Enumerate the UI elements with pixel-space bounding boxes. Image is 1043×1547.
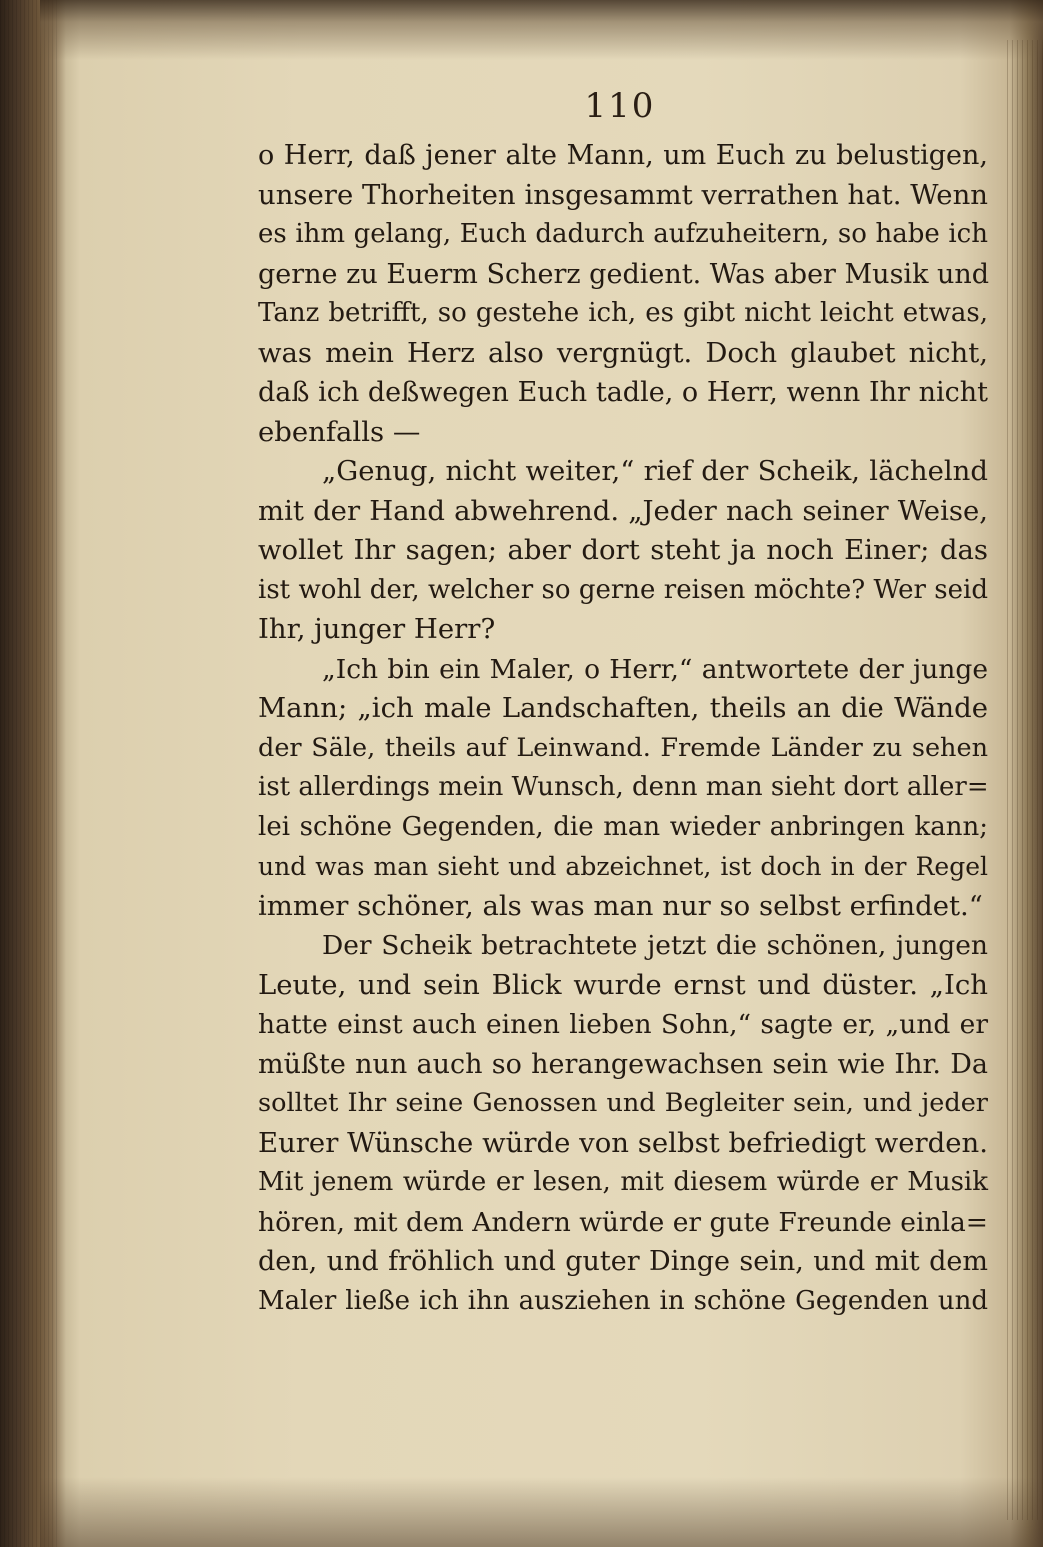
- text-line: solltet Ihr seine Genossen und Begleiter sein, und jeder: [258, 1088, 988, 1118]
- text-line: o Herr, daß jener alte Mann, um Euch zu belustigen,: [258, 140, 988, 171]
- body-text: [258, 136, 988, 1321]
- text-line: Leute, und sein Blick wurde ernst und düster. „Ich: [258, 968, 988, 1001]
- text-line: mit der Hand abwehrend. „Jeder nach seiner Weise,: [258, 494, 988, 527]
- text-line: hatte einst auch einen lieben Sohn,“ sagte er, „und er: [258, 1009, 988, 1040]
- page-edge-right: [1007, 40, 1043, 1520]
- text-line: es ihm gelang, Euch dadurch aufzuheitern, so habe ich: [258, 219, 988, 249]
- text-line: was mein Herz also vergnügt. Doch glaubet nicht,: [258, 336, 988, 369]
- text-line: immer schöner, als was man nur so selbst erfindet.“: [258, 889, 983, 922]
- top-shadow: [40, 0, 1043, 60]
- text-line: lei schöne Gegenden, die man wieder anbringen kann;: [258, 811, 988, 842]
- text-line: daß ich deßwegen Euch tadle, o Herr, wenn Ihr nicht: [258, 377, 988, 408]
- text-line: „Genug, nicht weiter,“ rief der Scheik, lächelnd: [322, 455, 988, 487]
- text-line: wollet Ihr sagen; aber dort steht ja noch Einer; das: [258, 534, 988, 566]
- text-line: ebenfalls —: [258, 415, 421, 448]
- bottom-shadow: [40, 1477, 1043, 1547]
- text-line: unsere Thorheiten insgesammt verrathen hat. Wenn: [258, 178, 988, 211]
- text-line: hören, mit dem Andern würde er gute Freunde einla=: [258, 1206, 988, 1238]
- text-line: Eurer Wünsche würde von selbst befriedigt werden.: [258, 1126, 988, 1159]
- text-line: Tanz betrifft, so gestehe ich, es gibt nicht leicht etwas,: [258, 298, 988, 328]
- text-line: Ihr, junger Herr?: [258, 613, 496, 645]
- text-line: gerne zu Euerm Scherz gedient. Was aber Musik und: [258, 258, 990, 290]
- text-line: ist allerdings mein Wunsch, denn man sieht dort aller=: [258, 772, 989, 802]
- text-line: der Säle, theils auf Leinwand. Fremde Länder zu sehen: [258, 732, 988, 763]
- text-line: ist wohl der, welcher so gerne reisen möchte? Wer seid: [258, 574, 988, 605]
- page-number: 110: [584, 86, 656, 126]
- text-line: Mit jenem würde er lesen, mit diesem würde er Musik: [258, 1167, 988, 1197]
- text-line: Maler ließe ich ihn ausziehen in schöne Gegenden und: [258, 1285, 988, 1316]
- text-line: müßte nun auch so herangewachsen sein wie Ihr. Da: [258, 1048, 988, 1080]
- book-gutter: [0, 0, 60, 1547]
- text-line: „Ich bin ein Maler, o Herr,“ antwortete der junge: [322, 653, 988, 685]
- text-line: den, und fröhlich und guter Dinge sein, und mit dem: [258, 1246, 988, 1277]
- text-line: Der Scheik betrachtete jetzt die schönen, jungen: [322, 930, 988, 961]
- text-line: und was man sieht und abzeichnet, ist doch in der Regel: [258, 852, 988, 881]
- text-line: Mann; „ich male Landschaften, theils an die Wände: [258, 692, 988, 724]
